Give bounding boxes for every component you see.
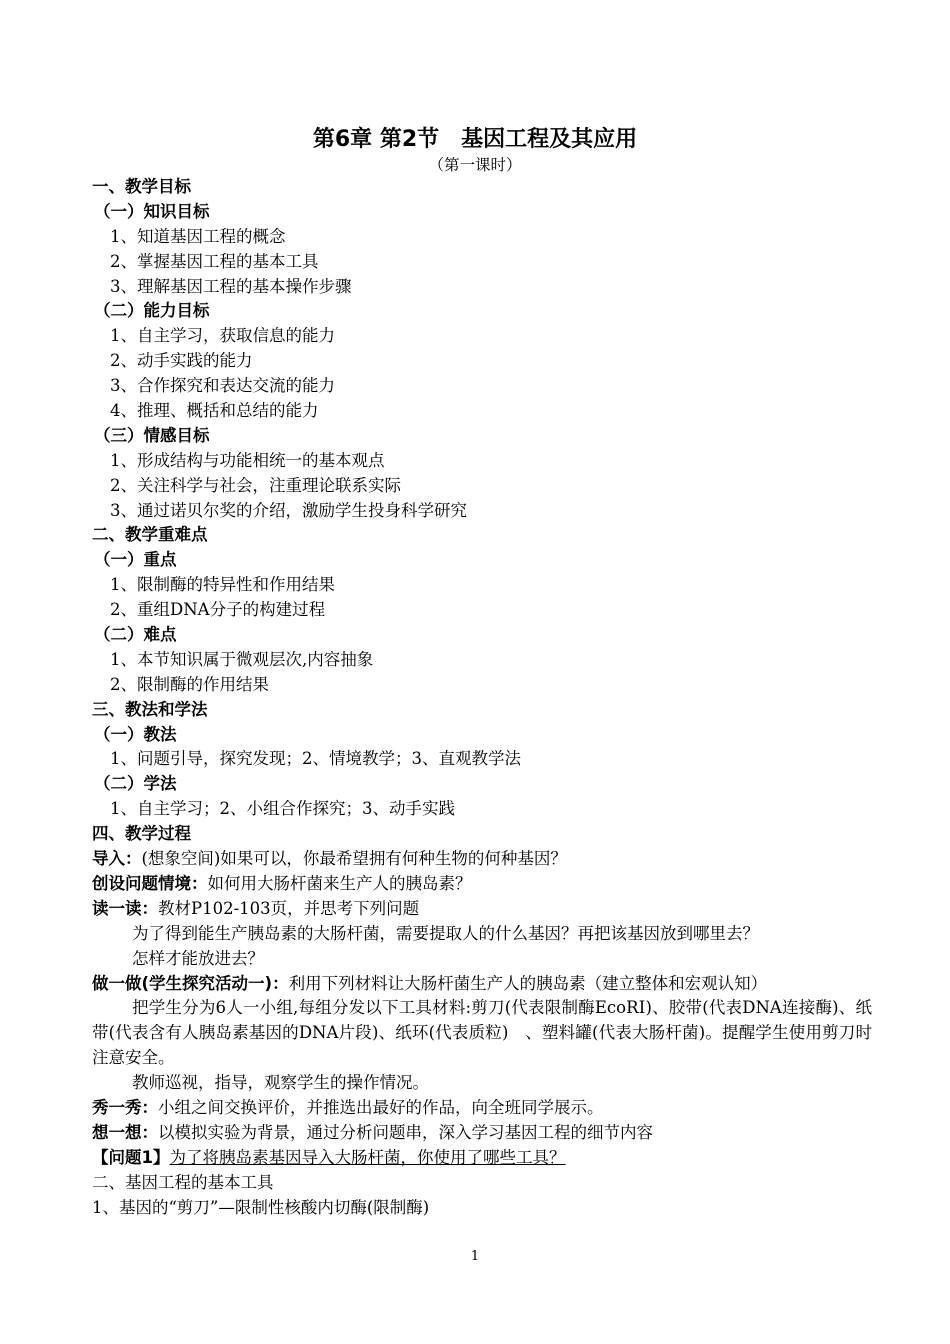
read-question: 怎样才能放进去？	[132, 948, 264, 968]
tools-heading: 二、基因工程的基本工具	[92, 1172, 274, 1192]
subsection-heading: （二）难点	[94, 625, 177, 645]
show-label: 秀一秀：	[92, 1098, 158, 1117]
list-item: 3、合作探究和表达交流的能力	[110, 376, 335, 396]
question-text: 为了将胰岛素基因导入大肠杆菌，你使用了哪些工具？	[169, 1147, 566, 1167]
intro-text: (想象空间)如果可以，你最希望拥有何种生物的何种基因？	[141, 849, 567, 869]
think-line	[92, 1121, 872, 1146]
page-title: 第6章 第2节 基因工程及其应用	[312, 127, 638, 152]
section-heading: 三、教法和学法	[92, 699, 208, 719]
subsection-heading: （一）知识目标	[94, 201, 210, 221]
list-item: 2、掌握基因工程的基本工具	[110, 251, 319, 271]
activity-label: 做一做(学生探究活动一)：	[92, 973, 289, 993]
list-item: 3、通过诺贝尔奖的介绍，激励学生投身科学研究	[110, 500, 467, 520]
list-item: 2、限制酶的作用结果	[110, 674, 269, 694]
subsection-heading: （一）重点	[94, 550, 177, 570]
tools-item: 1、基因的“剪刀”—限制性核酸内切酶(限制酶)	[92, 1197, 430, 1217]
read-text: 教材P102-103页，并思考下列问题	[158, 898, 420, 918]
page-subtitle: （第一课时）	[428, 156, 522, 174]
read-question: 为了得到能生产胰岛素的大肠杆菌，需要提取人的什么基因？再把该基因放到哪里去？	[132, 923, 759, 943]
list-item: 1、限制酶的特异性和作用结果	[110, 575, 335, 595]
teacher-patrol: 教师巡视，指导，观察学生的操作情况。	[132, 1073, 429, 1093]
situation-label: 创设问题情境：	[92, 873, 208, 893]
activity-paragraph: 把学生分为6人一小组,每组分发以下工具材料:剪刀(代表限制酶EcoRⅠ)、胶带(代表DNA连接酶)、纸带(代表含有人胰岛素基因的DNA片段)、纸环(代表质粒) 、塑料罐(代表大肠杆菌)。提醒学生使用剪刀时注意安全。	[92, 998, 872, 1068]
show-text: 小组之间交换评价，并推选出最好的作品，向全班同学展示。	[158, 1098, 604, 1117]
situation-line	[92, 872, 872, 897]
show-line	[92, 1096, 872, 1121]
situation-text: 如何用大肠杆菌来生产人的胰岛素？	[207, 873, 472, 893]
read-line	[92, 897, 872, 922]
intro-line	[92, 847, 872, 872]
page-number: 1	[470, 1249, 480, 1264]
subsection-heading: （三）情感目标	[94, 425, 210, 445]
list-item: 2、重组DNA分子的构建过程	[110, 600, 326, 620]
list-item: 3、理解基因工程的基本操作步骤	[110, 276, 352, 296]
section-heading: 二、教学重难点	[92, 525, 208, 545]
think-text: 以模拟实验为背景，通过分析问题串，深入学习基因工程的细节内容	[158, 1122, 653, 1142]
intro-label: 导入：	[92, 849, 142, 869]
activity-line	[92, 972, 872, 997]
question-label: 【问题1】	[92, 1147, 170, 1167]
list-item: 1、本节知识属于微观层次,内容抽象	[110, 649, 374, 669]
subsection-heading: （二）学法	[94, 774, 177, 794]
list-item: 1、自主学习；2、小组合作探究；3、动手实践	[110, 799, 455, 819]
question-line	[92, 1146, 872, 1171]
subsection-heading: （二）能力目标	[94, 301, 210, 321]
list-item: 2、动手实践的能力	[110, 351, 253, 371]
list-item: 1、知道基因工程的概念	[110, 226, 286, 246]
activity-text: 利用下列材料让大肠杆菌生产人的胰岛素（建立整体和宏观认知）	[288, 973, 768, 993]
list-item: 4、推理、概括和总结的能力	[110, 401, 319, 421]
read-label: 读一读：	[92, 898, 158, 918]
list-item: 1、自主学习，获取信息的能力	[110, 326, 335, 346]
list-item: 1、形成结构与功能相统一的基本观点	[110, 450, 385, 470]
section-heading: 四、教学过程	[92, 824, 191, 844]
subsection-heading: （一）教法	[94, 724, 177, 744]
think-label: 想一想：	[92, 1122, 158, 1142]
list-item: 1、问题引导，探究发现；2、情境教学；3、直观教学法	[110, 749, 521, 769]
list-item: 2、关注科学与社会，注重理论联系实际	[110, 475, 401, 495]
document-body	[92, 175, 872, 1220]
section-heading: 一、教学目标	[92, 177, 191, 196]
